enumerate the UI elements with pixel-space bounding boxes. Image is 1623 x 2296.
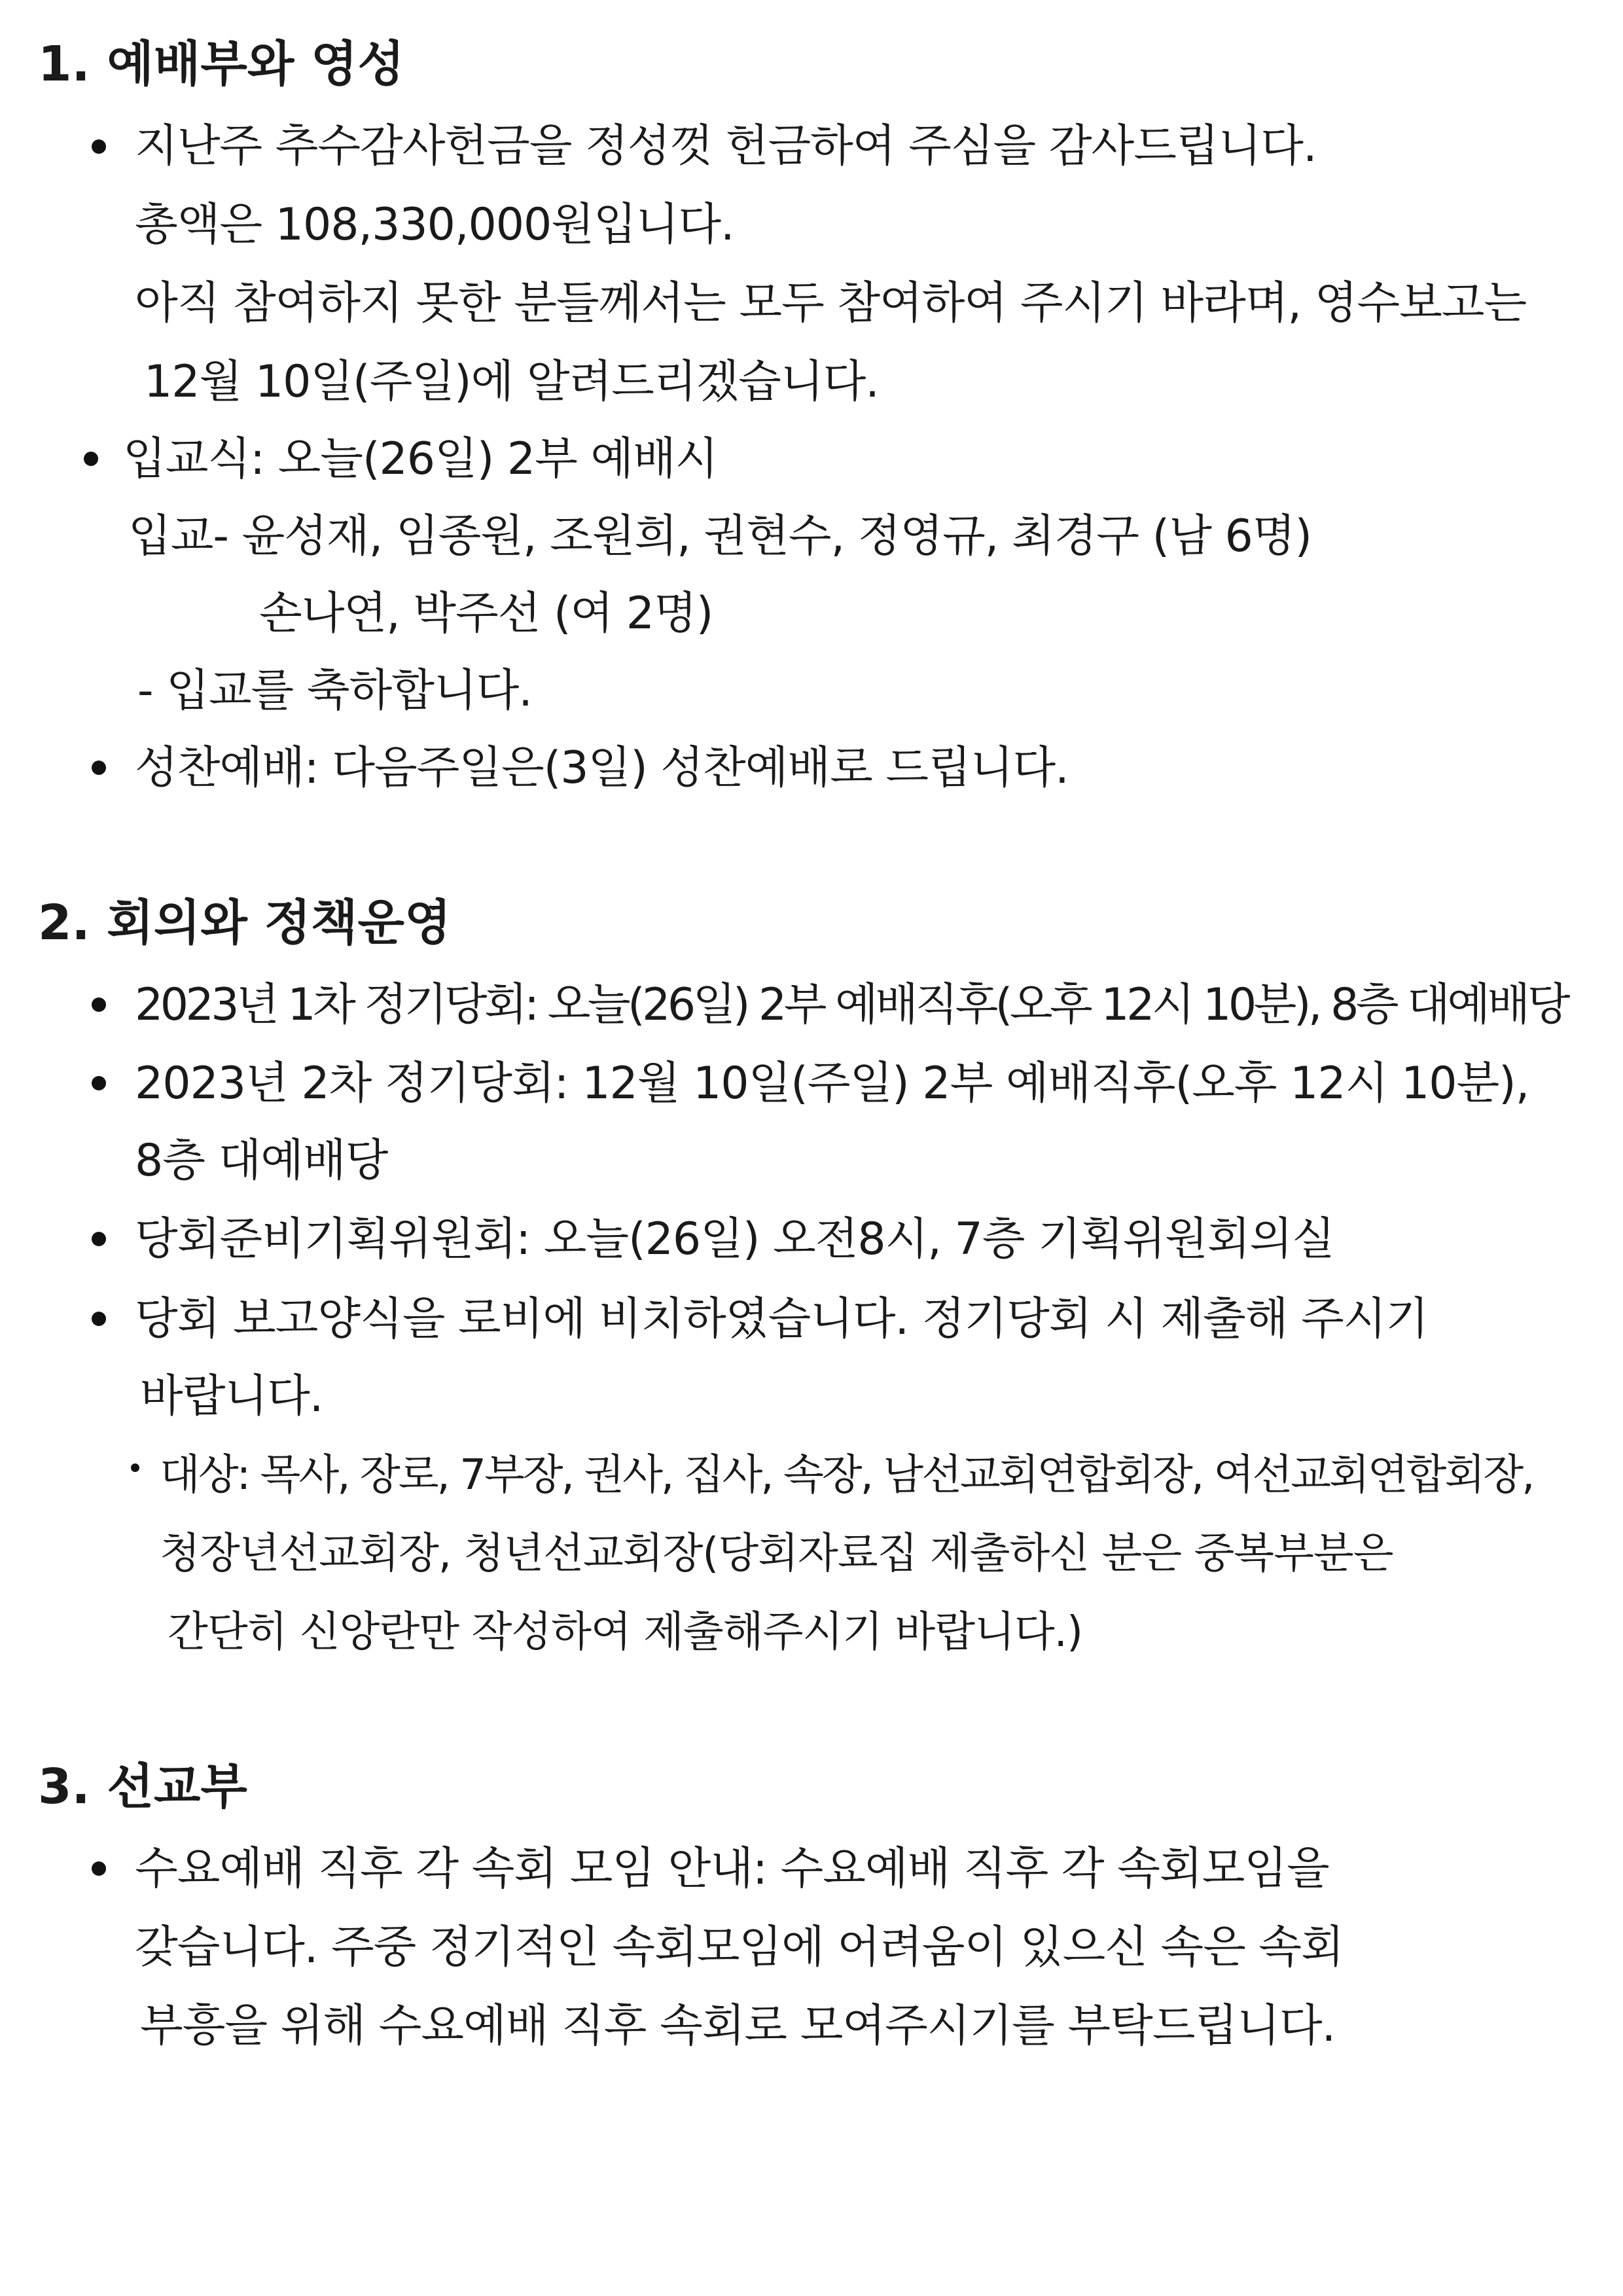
target-list-line-cont: 청장년선교회장, 청년선교회장(당회자료집 제출하신 분은 중복부분은 (160, 1530, 1393, 1578)
bullet-dot (92, 1232, 106, 1246)
sub-bullet-dot (131, 1463, 139, 1472)
report-form-line-cont: 바랍니다. (140, 1371, 323, 1422)
target-list-note-line: 간단히 신앙란만 작성하여 제출해주시기 바랍니다.) (168, 1608, 1082, 1657)
second-council-line: 2023년 2차 정기당회: 12월 10일(주일) 2부 예배직후(오후 12시 10분), (135, 1058, 1529, 1109)
bullet-dot (92, 1312, 106, 1326)
class-meeting-line-2: 갖습니다. 주중 정기적인 속회모임에 어려움이 있으신 속은 속회 (135, 1922, 1344, 1973)
bullet-dot (92, 1076, 106, 1090)
target-list-line: 대상: 목사, 장로, 7부장, 권사, 집사, 속장, 남선교회연합회장, 여선교회연합회장, (160, 1451, 1533, 1499)
offering-thanks-line: 지난주 추수감사헌금을 정성껏 헌금하여 주심을 감사드립니다. (135, 120, 1317, 172)
offering-total-line: 총액은 108,330,000원입니다. (135, 199, 734, 251)
bullet-dot (84, 452, 98, 466)
confirmation-female-list: 손나연, 박주선 (여 2명) (259, 588, 713, 639)
offering-request-line: 아직 참여하지 못한 분들께서는 모두 참여하여 주시기 바라며, 영수보고는 (135, 278, 1527, 329)
confirmation-male-list: 입교- 윤성재, 임종원, 조원희, 권현수, 정영규, 최경구 (남 6명) (128, 511, 1311, 562)
offering-report-date-line: 12월 10일(주일)에 알려드리겠습니다. (144, 356, 879, 408)
class-meeting-line: 수요예배 직후 각 속회 모임 안내: 수요예배 직후 각 속회모임을 (135, 1843, 1329, 1895)
second-council-place-line: 8층 대예배당 (135, 1135, 388, 1187)
confirmation-congrats-line: - 입교를 축하합니다. (137, 665, 532, 717)
bullet-dot (92, 997, 106, 1012)
communion-service-line: 성찬예배: 다음주일은(3일) 성찬예배로 드립니다. (135, 742, 1069, 794)
report-form-line: 당회 보고양식을 로비에 비치하였습니다. 정기당회 시 제출해 주시기 (135, 1293, 1429, 1345)
class-meeting-line-3: 부흥을 위해 수요예배 직후 속회로 모여주시기를 부탁드립니다. (140, 2000, 1336, 2052)
confirmation-service-line: 입교식: 오늘(26일) 2부 예배시 (123, 433, 718, 485)
bullet-dot (92, 139, 106, 154)
bullet-dot (92, 1861, 106, 1876)
section-heading-worship: 1. 예배부와 영성 (38, 36, 405, 92)
bullet-dot (92, 761, 106, 775)
first-council-line: 2023년 1차 정기당회: 오늘(26일) 2부 예배직후(오후 12시 10분), 8층 대예배당 (135, 979, 1567, 1031)
planning-committee-line: 당회준비기획위원회: 오늘(26일) 오전8시, 7층 기획위원회의실 (135, 1213, 1334, 1265)
section-heading-meetings: 2. 회의와 정책운영 (38, 895, 452, 951)
section-heading-mission: 3. 선교부 (38, 1759, 247, 1815)
